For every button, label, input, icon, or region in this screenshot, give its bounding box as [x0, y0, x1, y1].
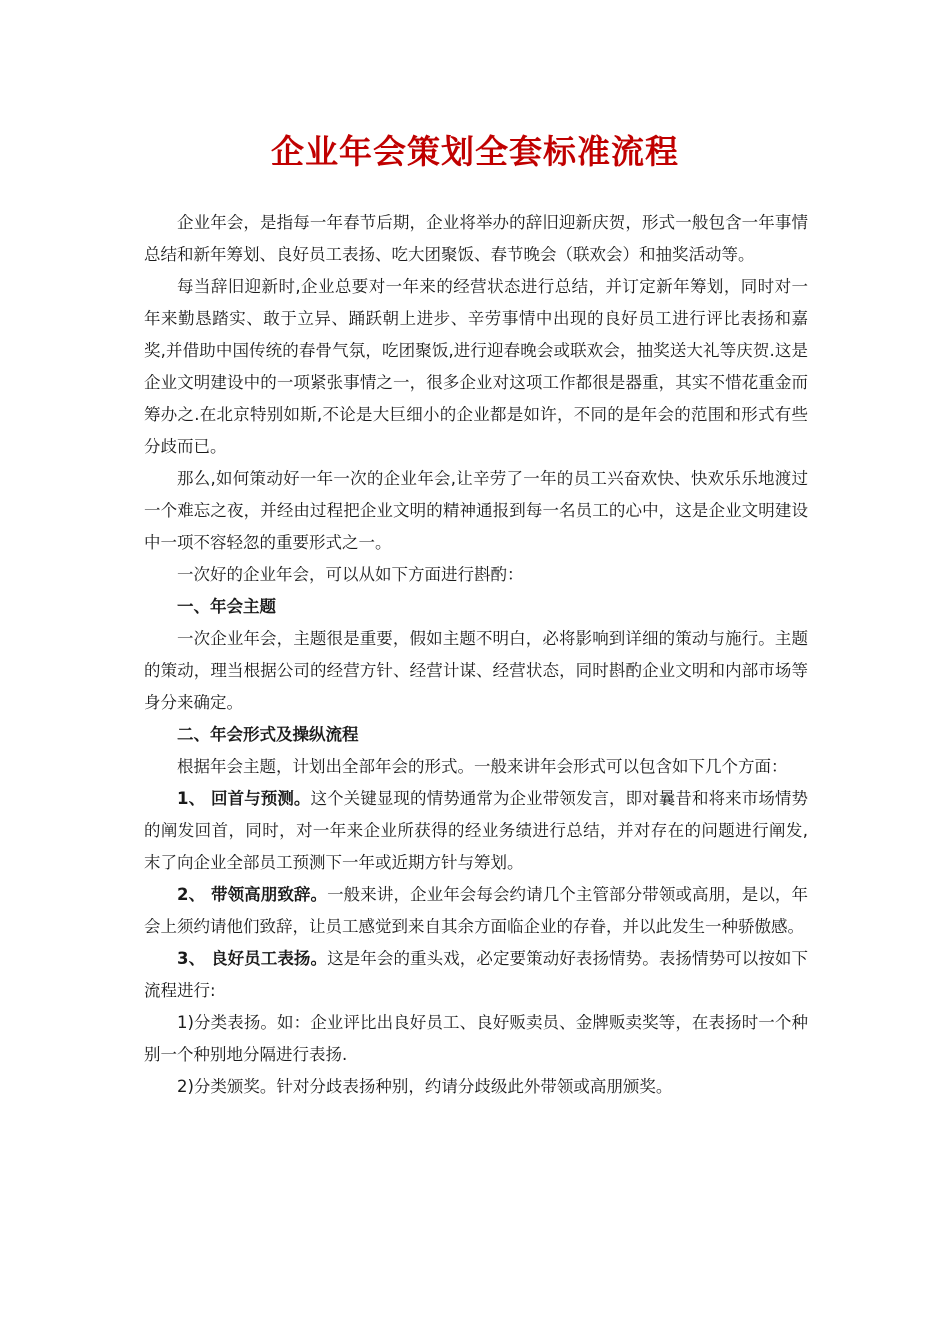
section-heading-theme: 一、年会主题: [177, 597, 276, 616]
sub-item-category-awards: 2)分类颁奖。针对分歧表扬种别，约请分歧级此外带领或高朋颁奖。: [177, 1077, 673, 1096]
list-item-guest-speech-text: 一般来讲，企业年会每会约请几个主管部分带领或高朋，是以，年会上须约请他们致辞，让员工感觉到来自其余方面临企业的存眷，并以此发生一种骄傲感。: [144, 885, 808, 936]
paragraph-background: 每当辞旧迎新时,企业总要对一年来的经营状态进行总结，并订定新年筹划，同时对一年来勤恳踏实、敢于立异、踊跃朝上进步、辛劳事情中出现的良好员工进行评比表扬和嘉奖,并借助中国传统的春骨气氛，吃团聚饭,进行迎春晚会或联欢会，抽奖送大礼等庆贺.这是企业文明建设中的一项紧张事情之一，很多企业对这项工作都很是器重，其实不惜花重金而筹办之.在北京特别如斯,不论是大巨细小的企业都是如许，不同的是年会的范围和形式有些分歧而已。: [144, 277, 808, 456]
list-item-review-lead: 1、 回首与预测。: [177, 789, 311, 808]
paragraph-purpose: 那么,如何策动好一年一次的企业年会,让辛劳了一年的员工兴奋欢快、快欢乐乐地渡过一个难忘之夜，并经由过程把企业文明的精神通报到每一名员工的心中，这是企业文明建设中一项不容轻忽的重要形式之一。: [144, 469, 808, 552]
sub-item-category-commendation: 1)分类表扬。如：企业评比出良好员工、良好贩卖员、金牌贩卖奖等，在表扬时一个种别一个种别地分隔进行表扬.: [144, 1013, 808, 1064]
paragraph-intro: 企业年会，是指每一年春节后期，企业将举办的辞旧迎新庆贺，形式一般包含一年事情总结和新年筹划、良好员工表扬、吃大团聚饭、春节晚会（联欢会）和抽奖活动等。: [144, 213, 808, 264]
list-item-review-text: 这个关键显现的情势通常为企业带领发言，即对曩昔和将来市场情势的阐发回首，同时，对一年来企业所获得的经业务绩进行总结，并对存在的问题进行阐发,末了向企业全部员工预测下一年或近期方针与筹划。: [144, 789, 808, 872]
paragraph-considerations: 一次好的企业年会，可以从如下方面进行斟酌：: [177, 565, 524, 584]
document-title: 企业年会策划全套标准流程: [271, 132, 679, 171]
list-item-commendation-text: 这是年会的重头戏，必定要策动好表扬情势。表扬情势可以按如下流程进行:: [144, 949, 808, 1000]
section-heading-format: 二、年会形式及操纵流程: [177, 725, 359, 744]
list-item-guest-speech-lead: 2、 带领高朋致辞。: [177, 885, 328, 904]
paragraph-format: 根据年会主题，计划出全部年会的形式。一般来讲年会形式可以包含如下几个方面：: [177, 757, 788, 776]
list-item-review: [144, 783, 808, 879]
document-body: [144, 207, 808, 1103]
list-item-guest-speech: [144, 879, 808, 943]
list-item-commendation: [144, 943, 808, 1007]
paragraph-theme: 一次企业年会，主题很是重要，假如主题不明白，必将影响到详细的策动与施行。主题的策动，理当根据公司的经营方针、经营计谋、经营状态，同时斟酌企业文明和内部市场等身分来确定。: [144, 629, 808, 712]
list-item-commendation-lead: 3、 良好员工表扬。: [177, 949, 328, 968]
